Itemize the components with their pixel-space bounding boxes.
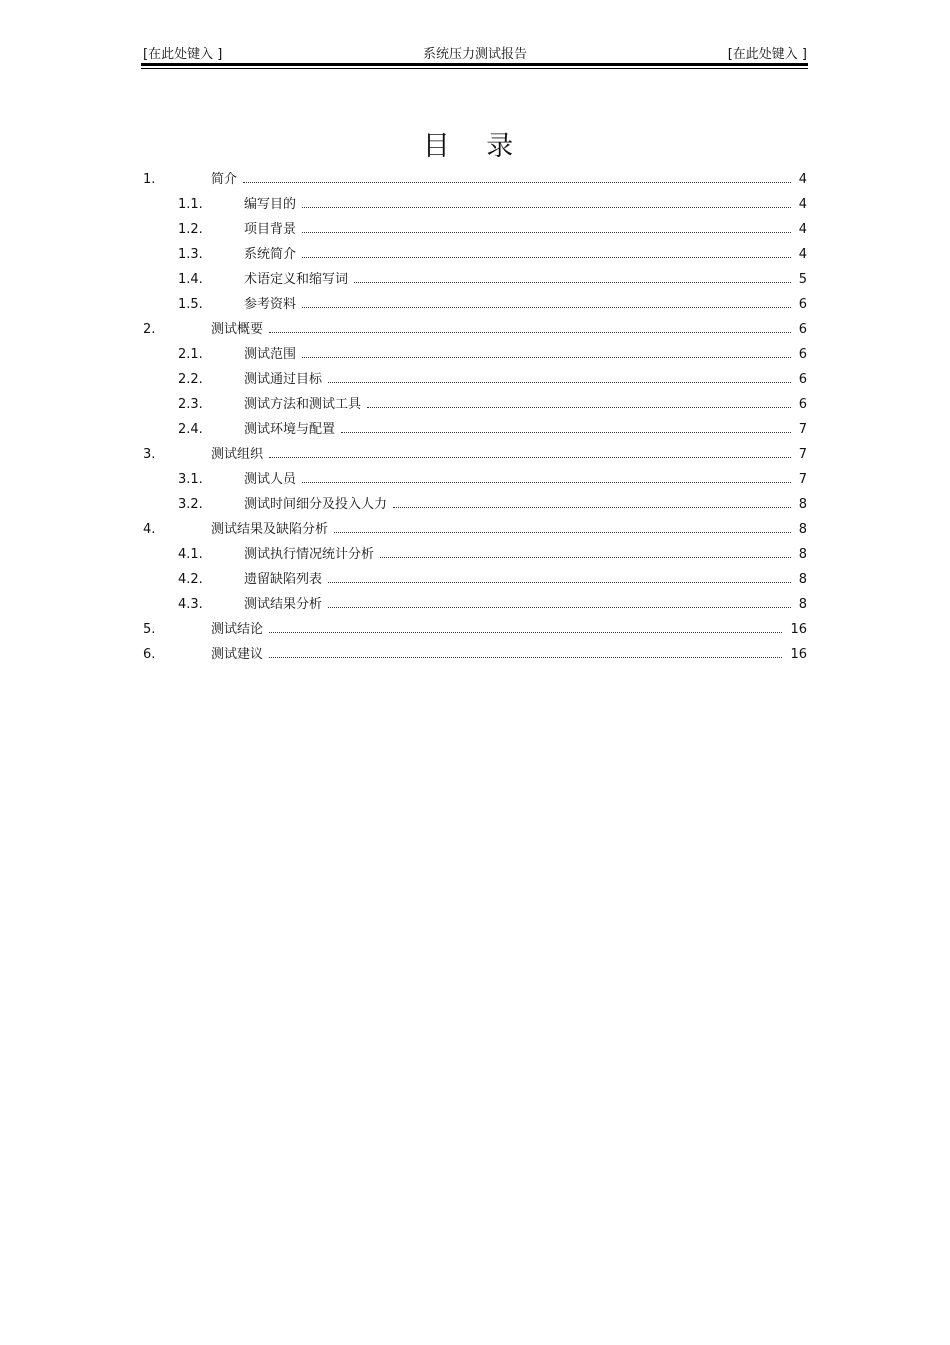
toc-entry[interactable] [143,442,807,467]
toc-entry-line [244,192,807,217]
toc-entry-number: 1. [143,172,156,187]
toc-entry-number: 5. [143,622,156,637]
toc-dot-leader [302,356,791,358]
toc-entry-page: 6 [798,397,807,412]
toc-entry-page: 7 [798,472,807,487]
toc-entry-number: 1.1. [178,197,203,212]
toc-entry-line [244,542,807,567]
toc-entry-label: 简介 [211,172,238,187]
toc-entry-page: 8 [798,547,807,562]
toc-entry-label: 编写目的 [244,197,297,212]
toc-entry-page: 4 [798,172,807,187]
toc-entry-label: 测试结果及缺陷分析 [211,522,329,537]
toc-entry-label: 测试时间细分及投入人力 [244,497,388,512]
header-title: 系统压力测试报告 [422,47,527,62]
toc-dot-leader [269,631,782,633]
toc-entry-number: 1.3. [178,247,203,262]
toc-entry-line [244,242,807,267]
toc-dot-leader [302,256,791,258]
toc-entry-line [211,517,807,542]
toc-entry[interactable] [143,367,807,392]
toc-entry-page: 7 [798,447,807,462]
toc-entry-label: 测试环境与配置 [244,422,336,437]
toc-entry-label: 测试人员 [244,472,297,487]
toc-entry[interactable] [143,517,807,542]
toc-dot-leader [354,281,791,283]
toc-dot-leader [334,531,791,533]
toc-entry-line [244,267,807,292]
toc-entry-label: 测试概要 [211,322,264,337]
toc-dot-leader [243,181,791,183]
toc-entry-page: 4 [798,197,807,212]
toc-entry-number: 2.1. [178,347,203,362]
toc-entry-line [244,367,807,392]
toc-entry-number: 3. [143,447,156,462]
toc-entry-number: 6. [143,647,156,662]
toc-dot-leader [328,581,791,583]
toc-entry-page: 4 [798,247,807,262]
toc-entry[interactable] [143,317,807,342]
toc-entry-number: 2.2. [178,372,203,387]
toc-entry-page: 8 [798,497,807,512]
toc-entry[interactable] [143,467,807,492]
toc-entry-line [211,167,807,192]
toc-entry[interactable] [143,292,807,317]
toc-entry-line [244,217,807,242]
toc-dot-leader [302,231,791,233]
header-right-placeholder[interactable]: [在此处键入 ] [727,47,807,62]
toc-entry-page: 16 [790,622,807,637]
toc-entry-label: 参考资料 [244,297,297,312]
toc-dot-leader [269,456,791,458]
toc-entry[interactable] [143,167,807,192]
toc-entry-label: 测试结果分析 [244,597,323,612]
toc-entry-page: 7 [798,422,807,437]
toc-entry-line [244,467,807,492]
toc-dot-leader [302,481,791,483]
header-left-placeholder[interactable]: [在此处键入 ] [143,47,223,62]
toc-entry-label: 系统简介 [244,247,297,262]
toc-entry-number: 2. [143,322,156,337]
toc-entry-number: 1.4. [178,272,203,287]
toc-entry-line [244,292,807,317]
toc-entry[interactable] [143,542,807,567]
toc-entry-label: 测试通过目标 [244,372,323,387]
toc-entry-page: 6 [798,347,807,362]
toc-entry-label: 测试结论 [211,622,264,637]
toc-entry[interactable] [143,267,807,292]
toc-dot-leader [328,381,791,383]
toc-dot-leader [380,556,791,558]
toc-entry-line [244,567,807,592]
toc-entry-label: 项目背景 [244,222,297,237]
toc-entry-number: 3.2. [178,497,203,512]
toc-entry-page: 5 [798,272,807,287]
toc-entry-page: 8 [798,522,807,537]
toc-entry[interactable] [143,617,807,642]
toc-entry[interactable] [143,242,807,267]
toc-entry-page: 8 [798,597,807,612]
toc-entry-line [244,342,807,367]
toc-entry[interactable] [143,492,807,517]
toc-entry-page: 16 [790,647,807,662]
toc-entry-number: 3.1. [178,472,203,487]
toc-entry-label: 测试范围 [244,347,297,362]
toc-entry-number: 4.2. [178,572,203,587]
toc-entry-number: 1.5. [178,297,203,312]
toc-entry-page: 4 [798,222,807,237]
toc-entry-line [211,617,807,642]
toc-entry[interactable] [143,342,807,367]
toc-entry[interactable] [143,592,807,617]
header-rule-thick [141,63,808,66]
toc-entry-number: 4. [143,522,156,537]
toc-entry[interactable] [143,642,807,667]
table-of-contents [143,167,807,667]
toc-entry-line [211,317,807,342]
toc-entry-number: 4.3. [178,597,203,612]
toc-entry[interactable] [143,217,807,242]
header-rule-thin [141,68,808,69]
toc-entry-number: 2.4. [178,422,203,437]
toc-dot-leader [269,331,791,333]
toc-entry[interactable] [143,192,807,217]
toc-entry-page: 6 [798,297,807,312]
toc-entry-line [211,442,807,467]
toc-entry-label: 测试组织 [211,447,264,462]
toc-entry-line [244,492,807,517]
toc-dot-leader [302,206,791,208]
toc-entry-label: 测试建议 [211,647,264,662]
toc-entry-line [211,642,807,667]
toc-entry-line [244,592,807,617]
toc-dot-leader [302,306,791,308]
page-header [143,41,807,63]
toc-entry-line [244,392,807,417]
toc-entry-label: 测试执行情况统计分析 [244,547,375,562]
toc-dot-leader [367,406,791,408]
toc-entry-number: 2.3. [178,397,203,412]
toc-entry-page: 6 [798,372,807,387]
toc-entry-line [244,417,807,442]
toc-entry[interactable] [143,417,807,442]
toc-entry-number: 4.1. [178,547,203,562]
toc-entry[interactable] [143,392,807,417]
toc-dot-leader [393,506,791,508]
toc-entry-label: 遗留缺陷列表 [244,572,323,587]
toc-entry-label: 术语定义和缩写词 [244,272,349,287]
toc-title: 目 录 [422,131,528,162]
toc-dot-leader [328,606,791,608]
toc-entry-label: 测试方法和测试工具 [244,397,362,412]
toc-entry-number: 1.2. [178,222,203,237]
toc-dot-leader [269,656,782,658]
toc-entry-page: 8 [798,572,807,587]
toc-entry-page: 6 [798,322,807,337]
toc-entry[interactable] [143,567,807,592]
toc-dot-leader [341,431,791,433]
